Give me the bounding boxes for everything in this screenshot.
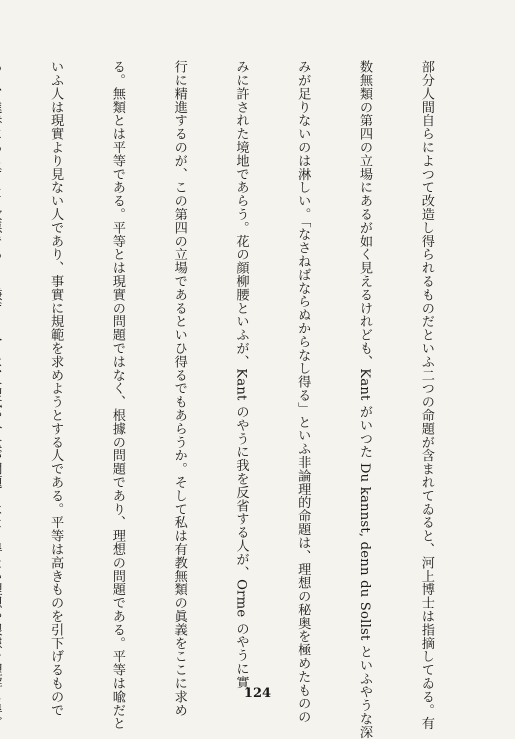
paragraph-line: 数無類の第四の立場にあるが如く見えるけれども、Kant がいつた Du kannst, denn du Sollst といふやうな深 bbox=[357, 60, 373, 739]
page-number: 124 bbox=[243, 686, 272, 701]
paragraph-line: みに許された境地であらう。花の顔柳腰といふが、Kant のやうに我を反省する人が、Orme のやうに實 bbox=[233, 60, 249, 689]
paragraph-line: いふ人は現實より見ない人であり、事實に規範を求めようとする人である。平等は高きものを引下げるもので bbox=[48, 60, 64, 717]
paragraph-line bbox=[0, 60, 3, 650]
paragraph-line: 部分人間自らによつて改造し得られるものだといふ二つの命題が含まれてゐると、河上博士は指摘してゐる。有 bbox=[418, 60, 434, 730]
paragraph-line: 行に精進するのが、この第四の立場であるといひ得るでもあらうか。そして私は有教無類の眞義をここに求め bbox=[171, 60, 187, 717]
paragraph-line: る。無類とは平等である。平等とは現實の問題ではなく、根據の問題であり、理想の問題である。平等は喩だと bbox=[109, 60, 125, 730]
paragraph-line: みが足りないのは淋しい。「なさねばならぬからなし得る」といふ非論理的命題は、理想の秘奥を極めたものの bbox=[295, 60, 311, 724]
